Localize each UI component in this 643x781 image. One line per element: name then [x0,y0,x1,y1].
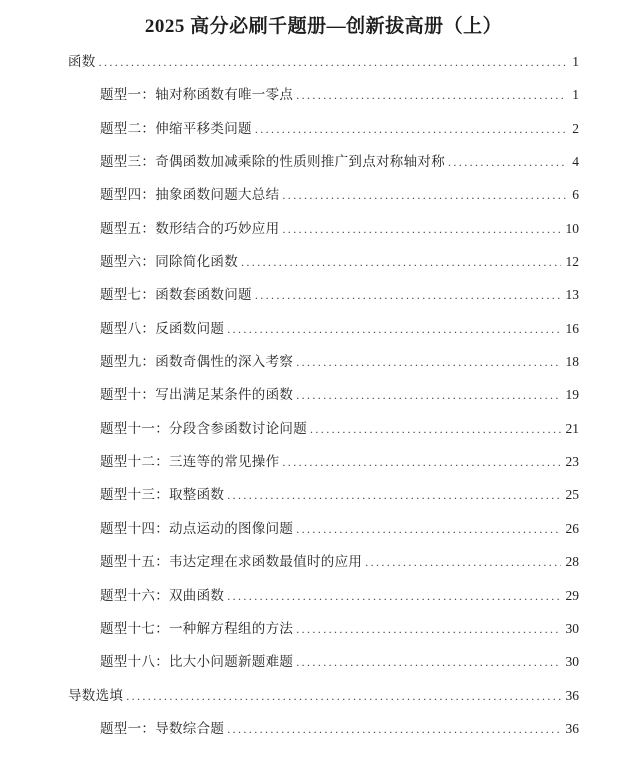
toc-entry-page: 36 [565,687,579,703]
toc-entry-label: 题型十六：双曲函数 [100,587,225,603]
toc-entry [68,512,579,545]
toc-entry-label: 题型十五：韦达定理在求函数最值时的应用 [100,554,363,570]
toc-entry-label: 题型十二：三连等的常见操作 [100,454,280,470]
toc-entry-page: 13 [565,287,579,303]
toc-entry [68,478,579,511]
toc-entry-label: 题型四：抽象函数问题大总结 [100,187,280,203]
toc-entry [68,312,579,345]
toc-entry-page: 16 [565,320,579,336]
toc-entry-label: 题型一：导数综合题 [100,720,225,736]
toc-entry [68,612,579,645]
toc-entry-page: 6 [572,187,579,203]
toc-entry [68,245,579,278]
toc-entry-label: 题型十八：比大小问题新题难题 [100,654,294,670]
toc-entry-page: 30 [565,654,579,670]
toc-entry-page: 36 [565,720,579,736]
toc-entry-label: 题型十四：动点运动的图像问题 [100,520,294,536]
toc-entry [68,412,579,445]
toc-entry-page: 28 [565,554,579,570]
dot-leader [227,579,560,613]
toc-entry [68,145,579,178]
toc-entry-label: 题型七：函数套函数问题 [100,287,252,303]
dot-leader [241,245,561,279]
toc-entry [68,378,579,411]
dot-leader [282,178,567,212]
toc-entry [68,78,579,111]
dot-leader [227,312,560,346]
toc-entry [68,178,579,211]
dot-leader [255,112,567,146]
dot-leader [296,512,560,546]
toc-entry-page: 29 [565,587,579,603]
toc-entry-page: 1 [572,54,579,69]
dot-leader [227,478,560,512]
toc-entry-label: 题型十一：分段含参函数讨论问题 [100,420,307,436]
toc-entry [68,45,579,78]
toc-entry-page: 10 [565,220,579,236]
dot-leader [296,345,560,379]
toc-entry-page: 23 [565,454,579,470]
dot-leader [296,612,560,646]
toc-entry-label: 导数选填 [68,687,124,703]
toc-entry-label: 题型五：数形结合的巧妙应用 [100,220,280,236]
dot-leader [282,212,560,246]
toc-entry-page: 4 [572,154,579,170]
toc-entry-page: 19 [565,387,579,403]
toc-entry [68,212,579,245]
toc-entry [68,712,579,745]
toc-entry-label: 题型十七：一种解方程组的方法 [100,620,294,636]
toc-entry-page: 12 [565,254,579,270]
page-title: 2025 高分必刷千题册—创新拔高册（上） [144,16,503,37]
toc-entry-page: 30 [565,620,579,636]
toc-entry-page: 21 [565,420,579,436]
toc-entry-label: 题型一：轴对称函数有唯一零点 [100,87,294,103]
dot-leader [296,378,560,412]
dot-leader [282,445,560,479]
toc-entry [68,112,579,145]
toc-entry-page: 1 [572,87,579,103]
dot-leader [296,645,560,679]
dot-leader [310,412,561,446]
toc-entry [68,345,579,378]
dot-leader [227,712,560,746]
toc-entry-page: 2 [572,120,579,136]
toc-entry-label: 题型十：写出满足某条件的函数 [100,387,294,403]
toc-entry-label: 题型二：伸缩平移类问题 [100,120,252,136]
toc-entry [68,278,579,311]
dot-leader [99,45,568,79]
toc-entry-label: 函数 [68,54,96,69]
toc-entry-page: 25 [565,487,579,503]
dot-leader [365,545,560,579]
toc-entry [68,645,579,678]
dot-leader [448,145,567,179]
toc-entry [68,679,579,712]
toc-entry-label: 题型三：奇偶函数加减乘除的性质则推广到点对称轴对称 [100,154,445,170]
toc-entry-label: 题型八：反函数问题 [100,320,225,336]
toc-entry-label: 题型十三：取整函数 [100,487,225,503]
dot-leader [296,78,567,112]
toc-list [68,45,579,745]
toc-entry-page: 18 [565,354,579,370]
toc-entry-label: 题型九：函数奇偶性的深入考察 [100,354,294,370]
toc-entry [68,579,579,612]
toc-entry [68,545,579,578]
toc-entry [68,445,579,478]
dot-leader [255,278,561,312]
toc-entry-label: 题型六：同除简化函数 [100,254,238,270]
dot-leader [126,679,560,713]
toc-entry-page: 26 [565,520,579,536]
